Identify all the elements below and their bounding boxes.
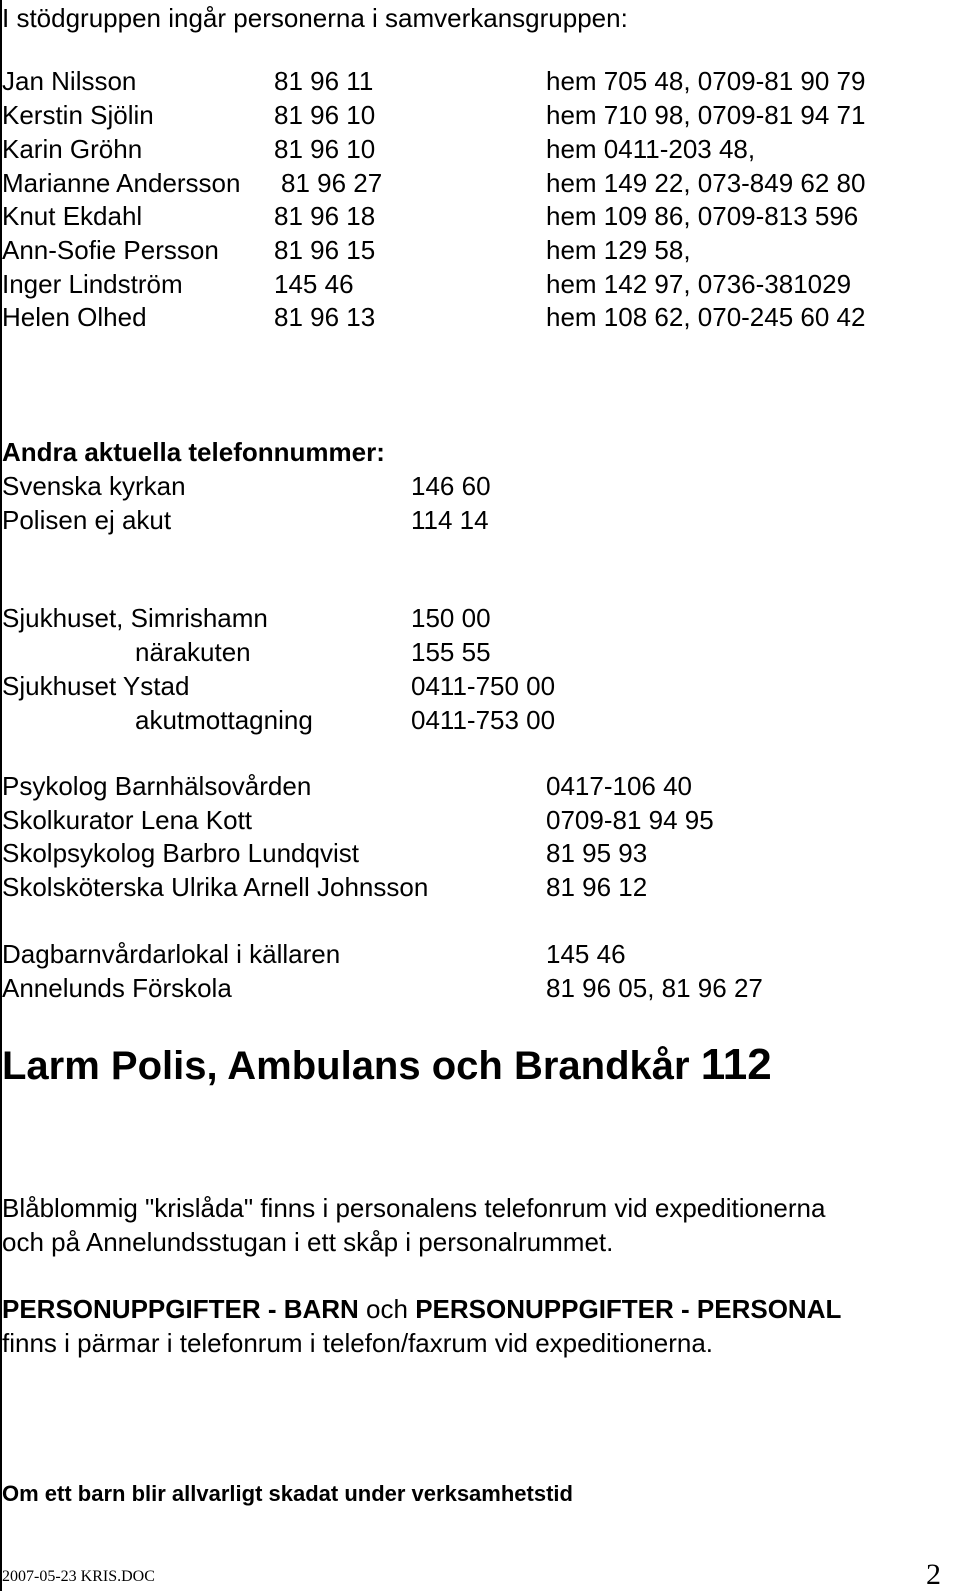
item-number: 0411-750 00 <box>411 671 556 701</box>
contact-work: 81 96 13 <box>274 302 376 332</box>
item-label: Sjukhuset, Simrishamn <box>2 603 268 633</box>
contact-name: Helen Olhed <box>2 302 147 332</box>
item-label: Skolkurator Lena Kott <box>2 805 253 835</box>
contact-work: 81 96 15 <box>274 235 376 265</box>
contact-home: hem 149 22, 073-849 62 80 <box>546 168 866 198</box>
contact-home: hem 0411-203 48, <box>546 134 756 164</box>
item-label: Polisen ej akut <box>2 505 172 535</box>
item-number: 0411-753 00 <box>411 705 556 735</box>
contact-name: Jan Nilsson <box>2 66 137 96</box>
item-label: närakuten <box>135 637 251 667</box>
item-number: 81 96 12 <box>546 872 648 902</box>
item-number: 81 96 05, 81 96 27 <box>546 973 763 1003</box>
contact-work: 81 96 18 <box>274 201 376 231</box>
contact-work: 81 96 10 <box>274 100 376 130</box>
other-numbers-heading: Andra aktuella telefonnummer: <box>2 437 385 467</box>
footer-stamp: 2007-05-23 KRIS.DOC <box>2 1568 155 1585</box>
page-number: 2 <box>926 1558 941 1591</box>
item-number: 114 14 <box>411 505 489 535</box>
item-number: 155 55 <box>411 637 491 667</box>
contact-name: Marianne Andersson <box>2 168 241 198</box>
item-number: 146 60 <box>411 471 491 501</box>
contact-name: Inger Lindström <box>2 269 183 299</box>
alarm-text: Larm Polis, Ambulans och Brandkår <box>2 1044 690 1088</box>
contact-work: 81 96 27 <box>281 168 383 198</box>
crisis-box-line2: och på Annelundsstugan i ett skåp i personalrummet. <box>2 1227 614 1257</box>
contact-home: hem 108 62, 070-245 60 42 <box>546 302 866 332</box>
contact-home: hem 142 97, 0736-381029 <box>546 269 852 299</box>
item-number: 0417-106 40 <box>546 771 693 801</box>
records-line2: finns i pärmar i telefonrum i telefon/faxrum vid expeditionerna. <box>2 1328 714 1358</box>
contact-name: Ann-Sofie Persson <box>2 235 219 265</box>
records-line1 <box>2 1294 841 1324</box>
item-label: Skolsköterska Ulrika Arnell Johnsson <box>2 872 429 902</box>
item-label: Sjukhuset Ystad <box>2 671 190 701</box>
alarm-line <box>2 1042 772 1089</box>
item-number: 0709-81 94 95 <box>546 805 714 835</box>
contact-home: hem 705 48, 0709-81 90 79 <box>546 66 866 96</box>
injury-heading: Om ett barn blir allvarligt skadat under verksamhetstid <box>2 1481 573 1506</box>
contact-name: Karin Gröhn <box>2 134 143 164</box>
records-mid: och <box>366 1294 408 1324</box>
alarm-number: 112 <box>700 1040 772 1089</box>
contact-work: 145 46 <box>274 269 354 299</box>
crisis-box-line1: Blåblommig "krislåda" finns i personalens telefonrum vid expeditionerna <box>2 1193 826 1223</box>
item-label: Annelunds Förskola <box>2 973 232 1003</box>
item-label: akutmottagning <box>135 705 313 735</box>
intro-text: I stödgruppen ingår personerna i samverkansgruppen: <box>2 3 628 33</box>
item-label: Svenska kyrkan <box>2 471 186 501</box>
contact-name: Kerstin Sjölin <box>2 100 154 130</box>
records-bold-1: PERSONUPPGIFTER - BARN <box>2 1294 359 1324</box>
item-number: 150 00 <box>411 603 491 633</box>
item-number: 81 95 93 <box>546 838 648 868</box>
contact-name: Knut Ekdahl <box>2 201 143 231</box>
contact-home: hem 109 86, 0709-813 596 <box>546 201 859 231</box>
item-label: Dagbarnvårdarlokal i källaren <box>2 939 341 969</box>
contact-work: 81 96 11 <box>274 66 374 96</box>
contact-home: hem 129 58, <box>546 235 691 265</box>
contact-work: 81 96 10 <box>274 134 376 164</box>
records-bold-2: PERSONUPPGIFTER - PERSONAL <box>415 1294 842 1324</box>
item-number: 145 46 <box>546 939 626 969</box>
contact-home: hem 710 98, 0709-81 94 71 <box>546 100 866 130</box>
item-label: Psykolog Barnhälsovården <box>2 771 312 801</box>
item-label: Skolpsykolog Barbro Lundqvist <box>2 838 359 868</box>
